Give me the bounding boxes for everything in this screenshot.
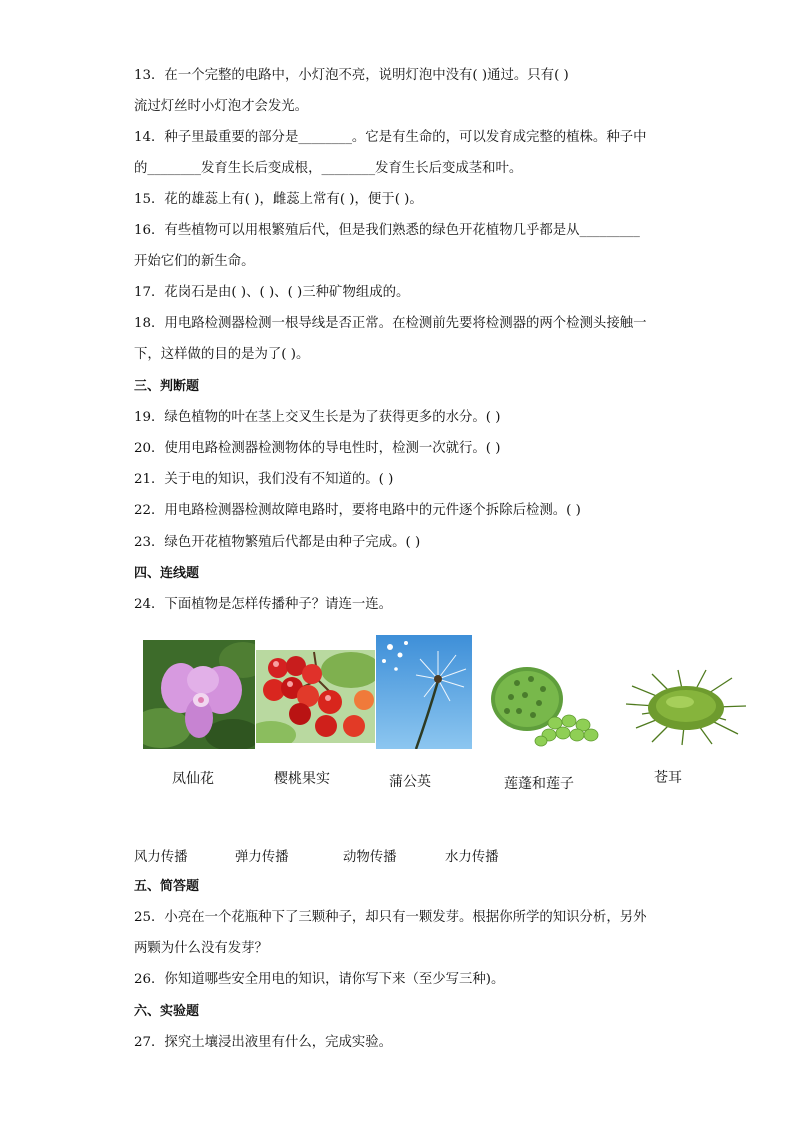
question-15: 15．花的雄蕊上有( )，雌蕊上常有( )，便于( )。: [134, 192, 423, 207]
section-heading-matching: 四、连线题: [134, 566, 200, 581]
question-24: 24．下面植物是怎样传播种子？请连一连。: [134, 597, 393, 612]
plant-label-lotus: 莲蓬和莲子: [504, 776, 574, 792]
question-19: 19．绿色植物的叶在茎上交叉生长是为了获得更多的水分。( ): [134, 410, 501, 425]
question-21: 21．关于电的知识，我们没有不知道的。( ): [134, 472, 394, 487]
question-18-line2: 下，这样做的目的是为了( )。: [134, 347, 310, 362]
question-18-line1: 18．用电路检测器检测一根导线是否正常。在检测前先要将检测器的两个检测头接触一: [134, 316, 647, 331]
dandelion-image: [376, 635, 472, 749]
method-wind: 风力传播: [134, 850, 188, 865]
question-14-line1: 14．种子里最重要的部分是________。它是有生命的，可以发育成完整的植株。种子中: [134, 130, 647, 145]
question-17: 17．花岗石是由( )、( )、( )三种矿物组成的。: [134, 285, 410, 300]
section-heading-experiment: 六、实验题: [134, 1004, 200, 1019]
question-22: 22．用电路检测器检测故障电路时，要将电路中的元件逐个拆除后检测。( ): [134, 503, 581, 518]
cherry-fruit-image: [256, 650, 375, 743]
plant-label-dandelion: 蒲公英: [389, 774, 431, 790]
section-heading-short-answer: 五、简答题: [134, 879, 200, 894]
question-16-line1: 16．有些植物可以用根繁殖后代，但是我们熟悉的绿色开花植物几乎都是从_________: [134, 223, 640, 238]
question-26: 26．你知道哪些安全用电的知识，请你写下来（至少写三种)。: [134, 972, 505, 987]
plant-label-impatiens: 凤仙花: [172, 771, 214, 787]
impatiens-flower-image: [143, 640, 255, 749]
plant-label-cocklebur: 苍耳: [654, 770, 682, 786]
question-23: 23．绿色开花植物繁殖后代都是由种子完成。( ): [134, 535, 421, 550]
question-13-line2: 流过灯丝时小灯泡才会发光。: [134, 99, 309, 114]
question-20: 20．使用电路检测器检测物体的导电性时，检测一次就行。( ): [134, 441, 501, 456]
question-25-line2: 两颗为什么没有发芽？: [134, 941, 268, 956]
question-25-line1: 25．小亮在一个花瓶种下了三颗种子，却只有一颗发芽。根据你所学的知识分析，另外: [134, 910, 647, 925]
section-heading-judge: 三、判断题: [134, 379, 200, 394]
plant-label-cherry: 樱桃果实: [274, 771, 330, 787]
method-elastic: 弹力传播: [235, 850, 289, 865]
question-14-line2: 的________发育生长后变成根，________发育生长后变成茎和叶。: [134, 161, 523, 176]
method-water: 水力传播: [445, 850, 499, 865]
cocklebur-image: [622, 668, 750, 746]
method-animal: 动物传播: [343, 850, 397, 865]
question-16-line2: 开始它们的新生命。: [134, 254, 255, 269]
question-13-line1: 13．在一个完整的电路中，小灯泡不亮，说明灯泡中没有( )通过。只有( ): [134, 68, 569, 83]
lotus-seedpod-image: [481, 661, 607, 747]
question-27: 27．探究土壤浸出液里有什么，完成实验。: [134, 1035, 393, 1050]
